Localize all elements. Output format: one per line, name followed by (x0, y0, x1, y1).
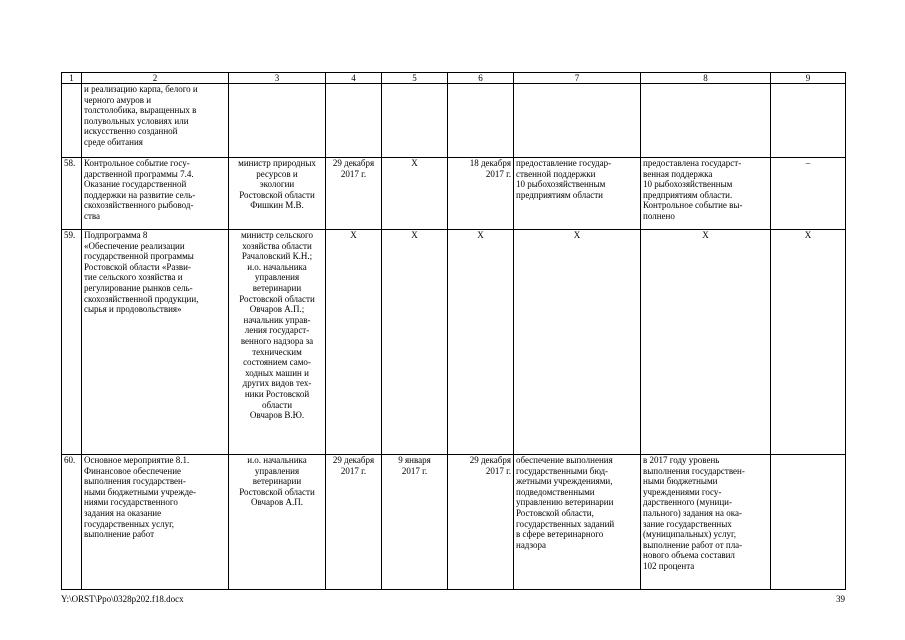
executor-cell: министр природных ресурсов и экологии Ростовской области Фишкин М.В. (229, 158, 326, 230)
note-cell (771, 455, 846, 590)
column-header: 7 (514, 73, 641, 84)
fact-result-cell: предоставлена государст- венная поддержка 10 рыбохозяйственным предприятиям области. Контрольное событие вы- полнено (641, 158, 771, 230)
note-cell: Х (771, 230, 846, 455)
measure-name-cell: Контрольное событие госу- дарственной программы 7.4. Оказание государственной поддержки на развитие сель- скохозяйственного рыбовод- ства (82, 158, 229, 230)
plan-date-cell (326, 84, 382, 158)
start-date-cell: Х (382, 230, 448, 455)
column-header: 8 (641, 73, 771, 84)
column-header: 5 (382, 73, 448, 84)
measure-name-cell: Основное мероприятие 8.1. Финансовое обеспечение выполнения государствен- ными бюджетными учрежде- ниями государственного задания на оказание государственных услуг, выполнение работ (82, 455, 229, 590)
fact-date-cell: 18 декабря 2017 г. (448, 158, 514, 230)
plan-result-cell: предоставление государ- ственной поддержки 10 рыбохозяйственным предприятиям области (514, 158, 641, 230)
plan-result-cell (514, 84, 641, 158)
executor-cell: министр сельского хозяйства области Рачаловский К.Н.; и.о. начальника управления ветеринарии Ростовской области Овчаров А.П.; начальник управ- ления государст- венного надзора за техническим состоянием само- ходных машин и других видов тех- ники Ростовской области Овчаров В.Ю. (229, 230, 326, 455)
table-row (62, 455, 846, 590)
start-date-cell: Х (382, 158, 448, 230)
row-number: 58. (62, 158, 82, 230)
column-header: 9 (771, 73, 846, 84)
note-cell (771, 84, 846, 158)
plan-date-cell: 29 декабря 2017 г. (326, 455, 382, 590)
start-date-cell (382, 84, 448, 158)
table-header-row (62, 73, 846, 84)
table-row (62, 158, 846, 230)
row-number: 60. (62, 455, 82, 590)
page-number: 39 (836, 594, 845, 604)
report-table (61, 72, 846, 590)
column-header: 4 (326, 73, 382, 84)
fact-result-cell: Х (641, 230, 771, 455)
table-row (62, 84, 846, 158)
executor-cell (229, 84, 326, 158)
executor-cell: и.о. начальника управления ветеринарии Ростовской области Овчаров А.П. (229, 455, 326, 590)
plan-date-cell: 29 декабря 2017 г. (326, 158, 382, 230)
row-number (62, 84, 82, 158)
fact-result-cell (641, 84, 771, 158)
fact-result-cell: в 2017 году уровень выполнения государствен- ными бюджетными учреждениями госу- дарственного (муници- пального) задания на ока- зание государственных (муниципальных) услуг, выполнение работ от пла- нового объема составил 102 процента (641, 455, 771, 590)
start-date-cell: 9 января 2017 г. (382, 455, 448, 590)
plan-result-cell: Х (514, 230, 641, 455)
fact-date-cell: 29 декабря 2017 г. (448, 455, 514, 590)
row-number: 59. (62, 230, 82, 455)
footer-file-path: Y:\ORST\Ppo\0328p202.f18.docx (61, 594, 184, 604)
column-header: 1 (62, 73, 82, 84)
measure-name-cell: и реализацию карпа, белого и черного амуров и толстолобика, выращенных в полувольных условиях или искусственно созданной среде обитания (82, 84, 229, 158)
plan-result-cell: обеспечение выполнения государственными бюд- жетными учреждениями, подведомственными управлению ветеринарии Ростовской области, государственных заданий в сфере ветеринарного надзора (514, 455, 641, 590)
table-row (62, 230, 846, 455)
note-cell: – (771, 158, 846, 230)
plan-date-cell: Х (326, 230, 382, 455)
measure-name-cell: Подпрограмма 8 «Обеспечение реализации государственной программы Ростовской области «Разви- тие сельского хозяйства и регулирование рынков сель- скохозяйственной продукции, сырья и продовольствия» (82, 230, 229, 455)
fact-date-cell (448, 84, 514, 158)
column-header: 2 (82, 73, 229, 84)
column-header: 3 (229, 73, 326, 84)
column-header: 6 (448, 73, 514, 84)
fact-date-cell: Х (448, 230, 514, 455)
